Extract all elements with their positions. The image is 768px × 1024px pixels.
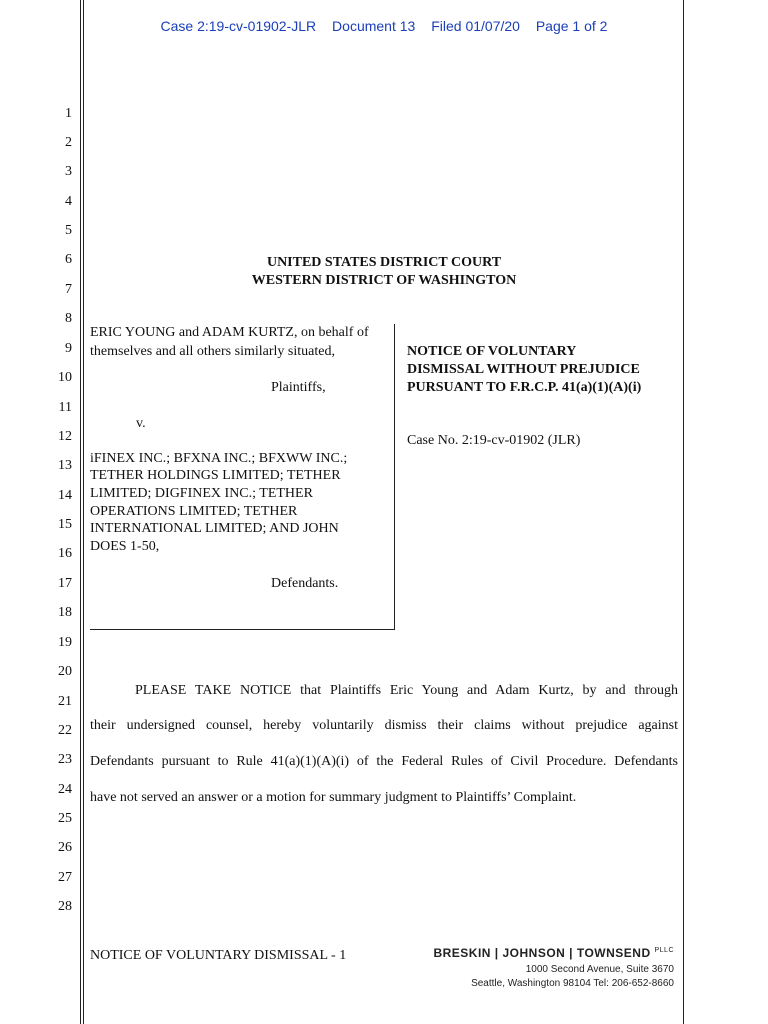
right-margin-rule [683,0,684,1024]
notice-title-line: DISMISSAL WITHOUT PREJUDICE [407,362,640,377]
footer-document-title: NOTICE OF VOLUNTARY DISMISSAL - 1 [90,948,347,963]
line-number: 12 [58,429,72,444]
court-name: UNITED STATES DISTRICT COURT [266,255,502,270]
versus: v. [136,416,146,431]
line-number: 9 [65,341,72,356]
firm-name [433,946,674,960]
firm-block [433,946,674,991]
court-district: WESTERN DISTRICT OF WASHINGTON [251,273,517,288]
header-document: Document 13 [332,18,416,34]
defendants-line: OPERATIONS LIMITED; TETHER [90,504,298,519]
line-number: 13 [58,458,72,473]
line-number: 1 [65,106,72,121]
defendants-line: LIMITED; DIGFINEX INC.; TETHER [90,486,313,501]
line-number: 19 [58,635,72,650]
line-number: 14 [58,488,72,503]
plaintiffs-line: themselves and all others similarly situated, [90,344,335,359]
line-number: 26 [58,840,72,855]
firm-suffix: PLLC [654,947,674,954]
line-number: 27 [58,870,72,885]
body-paragraph-line: have not served an answer or a motion for summary judgment to Plaintiffs’ Complaint. [90,790,577,805]
header-case: Case 2:19-cv-01902-JLR [160,18,317,34]
header-filed: Filed 01/07/20 [431,18,520,34]
caption-right-border [394,324,395,630]
line-number: 17 [58,576,72,591]
line-number: 21 [58,694,72,709]
line-number: 25 [58,811,72,826]
notice-title-line: PURSUANT TO F.R.C.P. 41(a)(1)(A)(i) [407,380,642,395]
line-number: 23 [58,752,72,767]
line-number: 4 [65,194,72,209]
line-number: 20 [58,664,72,679]
line-number: 22 [58,723,72,738]
firm-address-line1: 1000 Second Avenue, Suite 3670 [525,964,674,975]
line-number: 24 [58,782,72,797]
caption-bottom-border [90,629,395,630]
ecf-header-stamp [0,18,768,34]
plaintiffs-label: Plaintiffs, [271,380,326,395]
defendants-line: INTERNATIONAL LIMITED; AND JOHN [90,521,339,536]
line-number: 5 [65,223,72,238]
defendants-line: TETHER HOLDINGS LIMITED; TETHER [90,468,341,483]
defendants-label: Defendants. [271,576,339,591]
line-number: 8 [65,311,72,326]
line-number: 7 [65,282,72,297]
plaintiffs-line: ERIC YOUNG and ADAM KURTZ, on behalf of [90,325,369,340]
body-paragraph-line: PLEASE TAKE NOTICE that Plaintiffs Eric Young and Adam Kurtz, by and through [135,683,678,698]
firm-name-text: BRESKIN | JOHNSON | TOWNSEND [433,946,651,960]
body-paragraph-line: Defendants pursuant to Rule 41(a)(1)(A)(i) of the Federal Rules of Civil Procedure. Defendants [90,754,678,769]
line-number: 16 [58,546,72,561]
line-number: 18 [58,605,72,620]
left-margin-rule-inner [83,0,84,1024]
line-number: 6 [65,252,72,267]
body-paragraph-line: their undersigned counsel, hereby voluntarily dismiss their claims without prejudice against [90,718,678,733]
notice-title-line: NOTICE OF VOLUNTARY [407,344,577,359]
line-number: 3 [65,164,72,179]
line-number: 10 [58,370,72,385]
defendants-line: iFINEX INC.; BFXNA INC.; BFXWW INC.; [90,451,348,466]
line-number: 2 [65,135,72,150]
case-number: Case No. 2:19-cv-01902 (JLR) [407,433,581,448]
line-number: 28 [58,899,72,914]
firm-address-line2: Seattle, Washington 98104 Tel: 206-652-8660 [471,978,674,989]
line-number: 15 [58,517,72,532]
left-margin-rule-outer [80,0,81,1024]
header-page: Page 1 of 2 [535,18,608,34]
line-number: 11 [58,400,72,415]
defendants-line: DOES 1-50, [90,539,160,554]
